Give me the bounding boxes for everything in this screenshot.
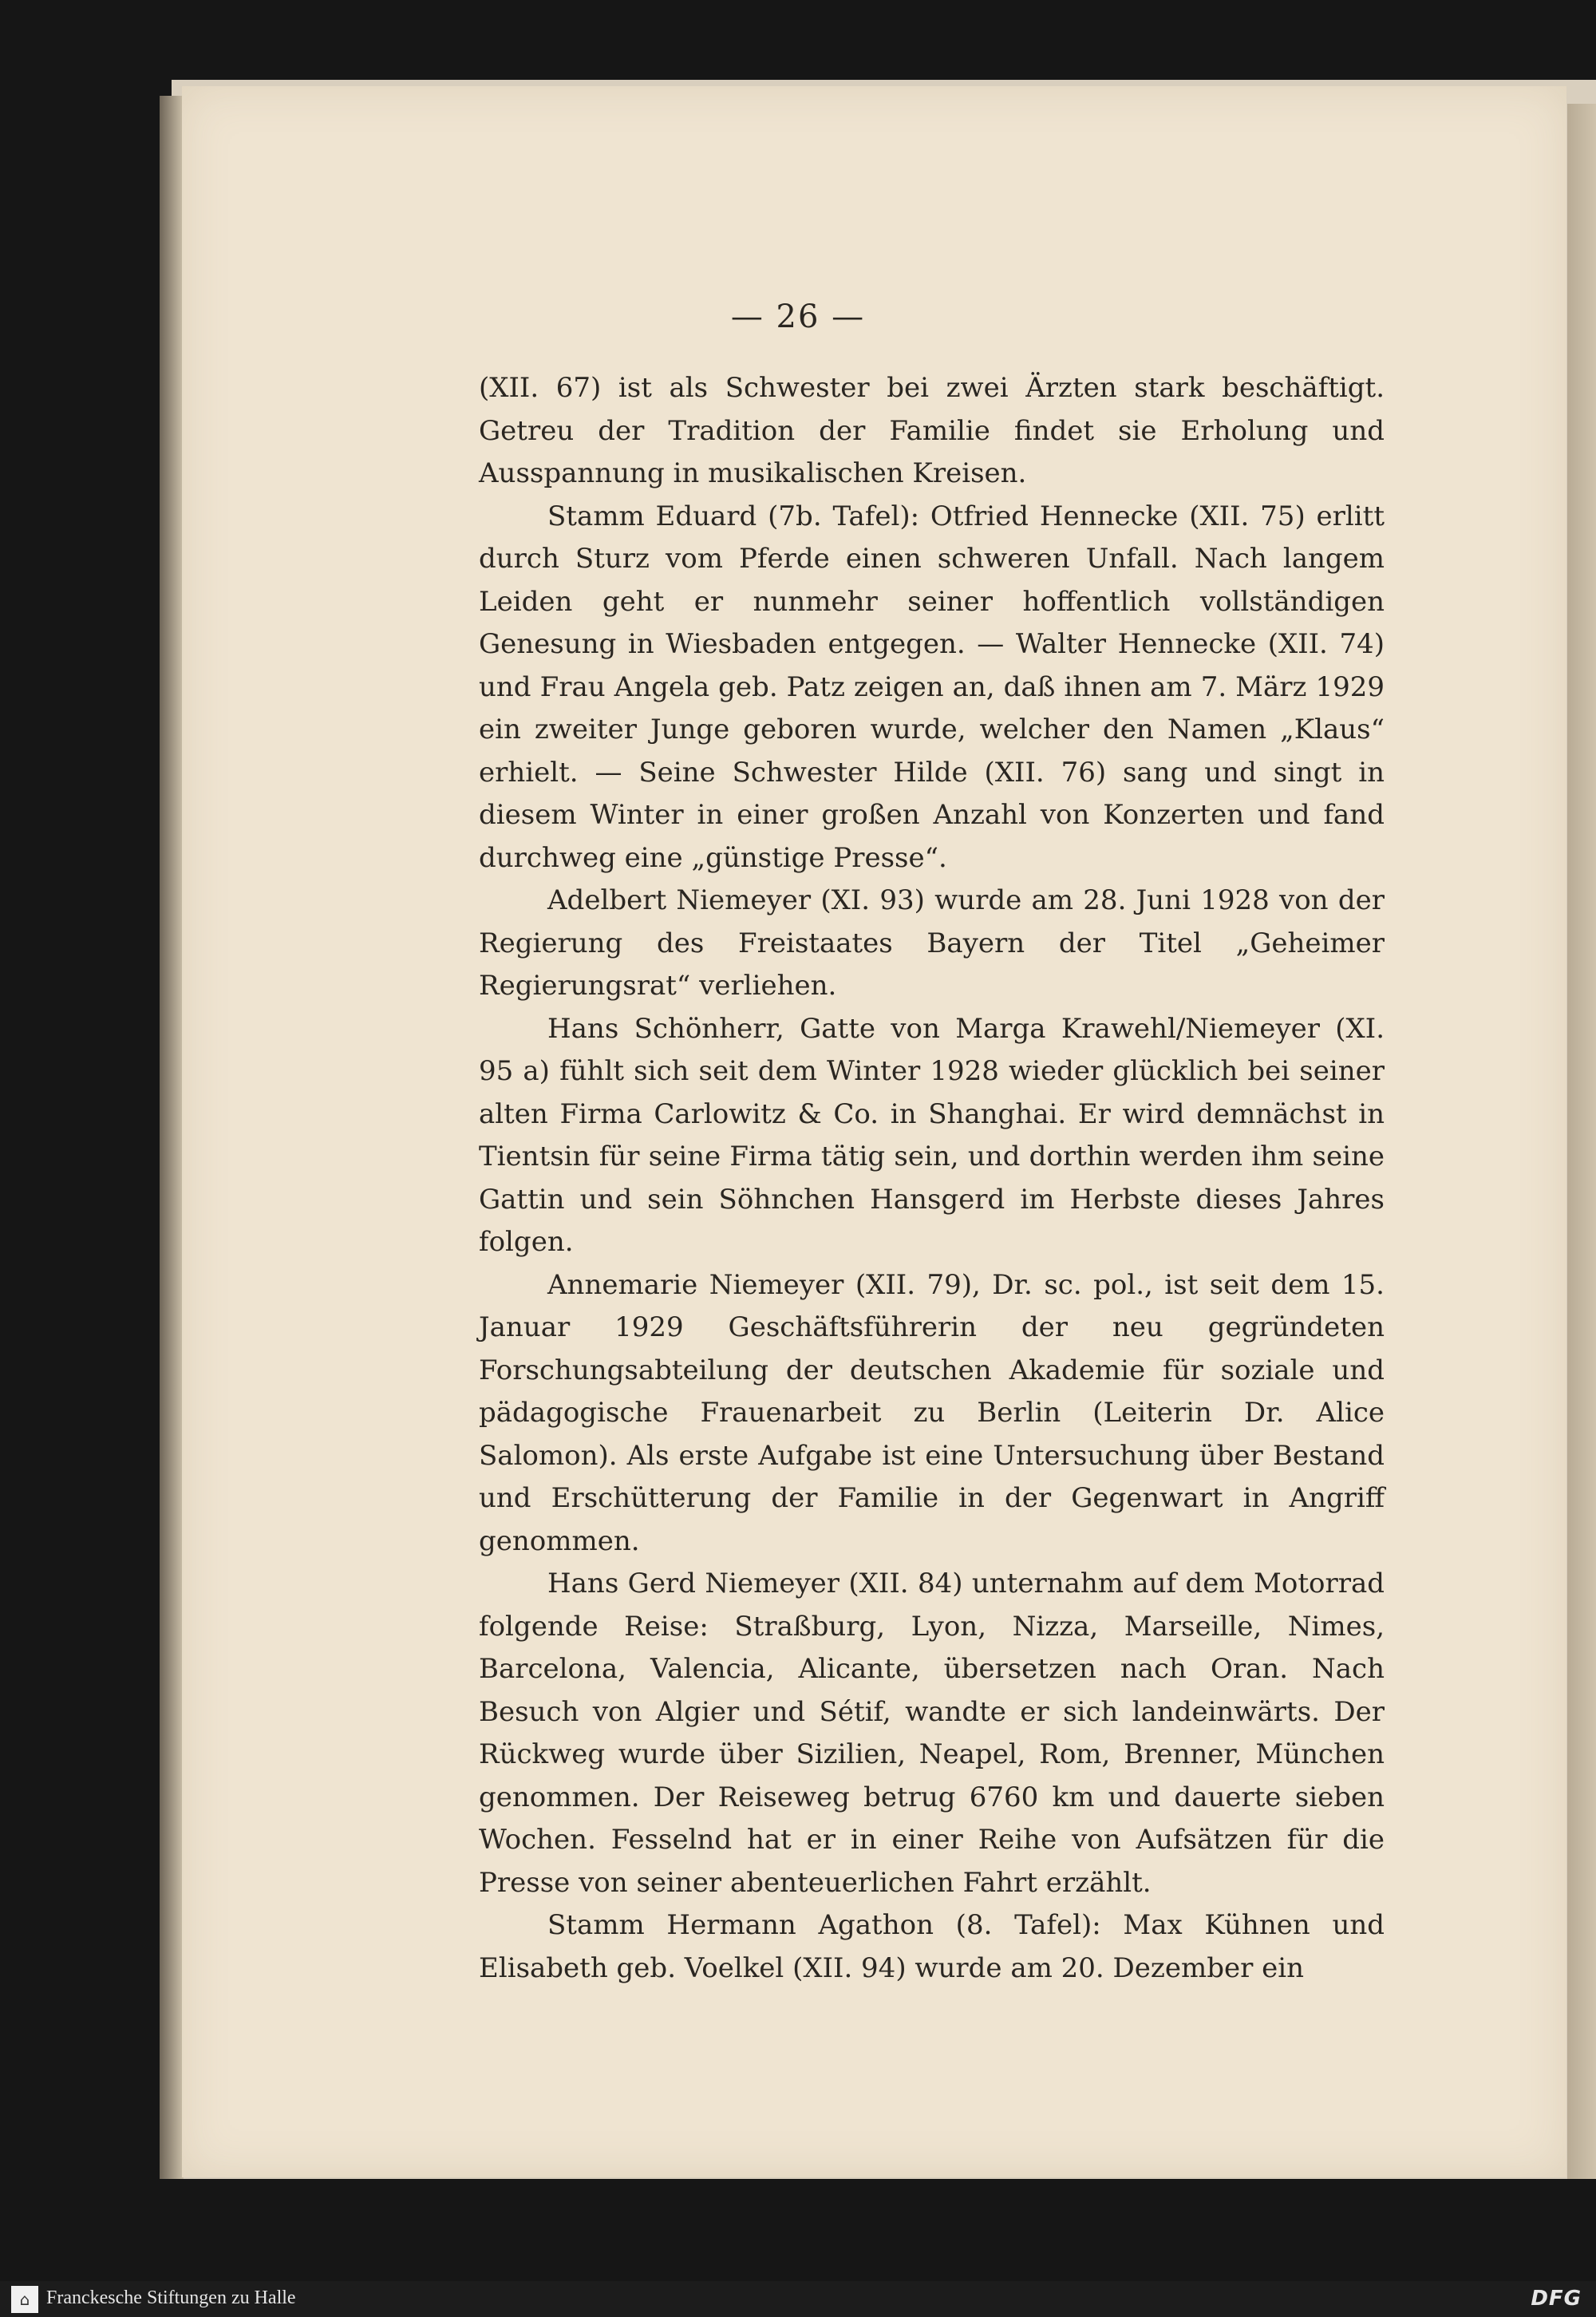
paragraph: Adelbert Niemeyer (XI. 93) wurde am 28. Juni 1928 von der Regierung des Freistaates Bayern der Titel „Geheimer Regierungsrat“ verliehen.: [479, 884, 1385, 1002]
institution-name[interactable]: Franckesche Stiftungen zu Halle: [46, 2287, 296, 2308]
paragraph: Stamm Eduard (7b. Tafel): Otfried Hennecke (XII. 75) erlitt durch Sturz vom Pferde einen schweren Unfall. Nach langem Leiden geht er nunmehr seiner hoffentlich vollständigen Genesung in Wiesbaden entgegen. — Walter Hennecke (XII. 74) und Frau Angela geb. Patz zeigen an, daß ihnen am 7. März 1929 ein zweiter Junge geboren wurde, welcher den Namen „Klaus“ erhielt. — Seine Schwester Hilde (XII. 76) sang und singt in diesem Winter in einer großen Anzahl von Konzerten und fand durchweg eine „günstige Presse“.: [479, 500, 1385, 874]
page-text: [479, 367, 1385, 1990]
dfg-logo[interactable]: DFG: [1531, 2287, 1582, 2311]
institution-logo-icon[interactable]: ⌂: [11, 2286, 38, 2313]
paragraph: (XII. 67) ist als Schwester bei zwei Ärzten stark beschäftigt. Getreu der Tradition der Familie findet sie Erholung und Ausspannung in musikalischen Kreisen.: [479, 372, 1385, 489]
viewer-footer: [0, 2281, 1596, 2317]
paragraph: Hans Schönherr, Gatte von Marga Krawehl/Niemeyer (XI. 95 a) fühlt sich seit dem Winter 1928 wieder glücklich bei seiner alten Firma Carlowitz & Co. in Shanghai. Er wird demnächst in Tientsin für seine Firma tätig sein, und dorthin werden ihm seine Gattin und sein Söhnchen Hansgerd im Herbste dieses Jahres folgen.: [479, 1012, 1385, 1258]
paragraph: Hans Gerd Niemeyer (XII. 84) unternahm auf dem Motorrad folgende Reise: Straßburg, Lyon, Nizza, Marseille, Nimes, Barcelona, Valencia, Alicante, übersetzen nach Oran. Nach Besuch von Algier und Sétif, wandte er sich landeinwärts. Der Rückweg wurde über Sizilien, Neapel, Rom, Brenner, München genommen. Der Reiseweg betrug 6760 km und dauerte sieben Wochen. Fesselnd hat er in einer Reihe von Aufsätzen für die Presse von seiner abenteuerlichen Fahrt erzählt.: [479, 1568, 1385, 1899]
paragraph: Annemarie Niemeyer (XII. 79), Dr. sc. pol., ist seit dem 15. Januar 1929 Geschäftsführerin der neu gegründeten Forschungsabteilung der deutschen Akademie für soziale und pädagogische Frauenarbeit zu Berlin (Leiterin Dr. Alice Salomon). Als erste Aufgabe ist eine Untersuchung über Bestand und Erschütterung der Familie in der Gegenwart in Angriff genommen.: [479, 1268, 1385, 1557]
binding-shadow: [160, 96, 184, 2179]
next-page-edge: [1567, 104, 1596, 2179]
paragraph: Stamm Hermann Agathon (8. Tafel): Max Kühnen und Elisabeth geb. Voelkel (XII. 94) wurde am 20. Dezember ein: [479, 1909, 1385, 1984]
page-number: — 26 —: [730, 299, 866, 335]
